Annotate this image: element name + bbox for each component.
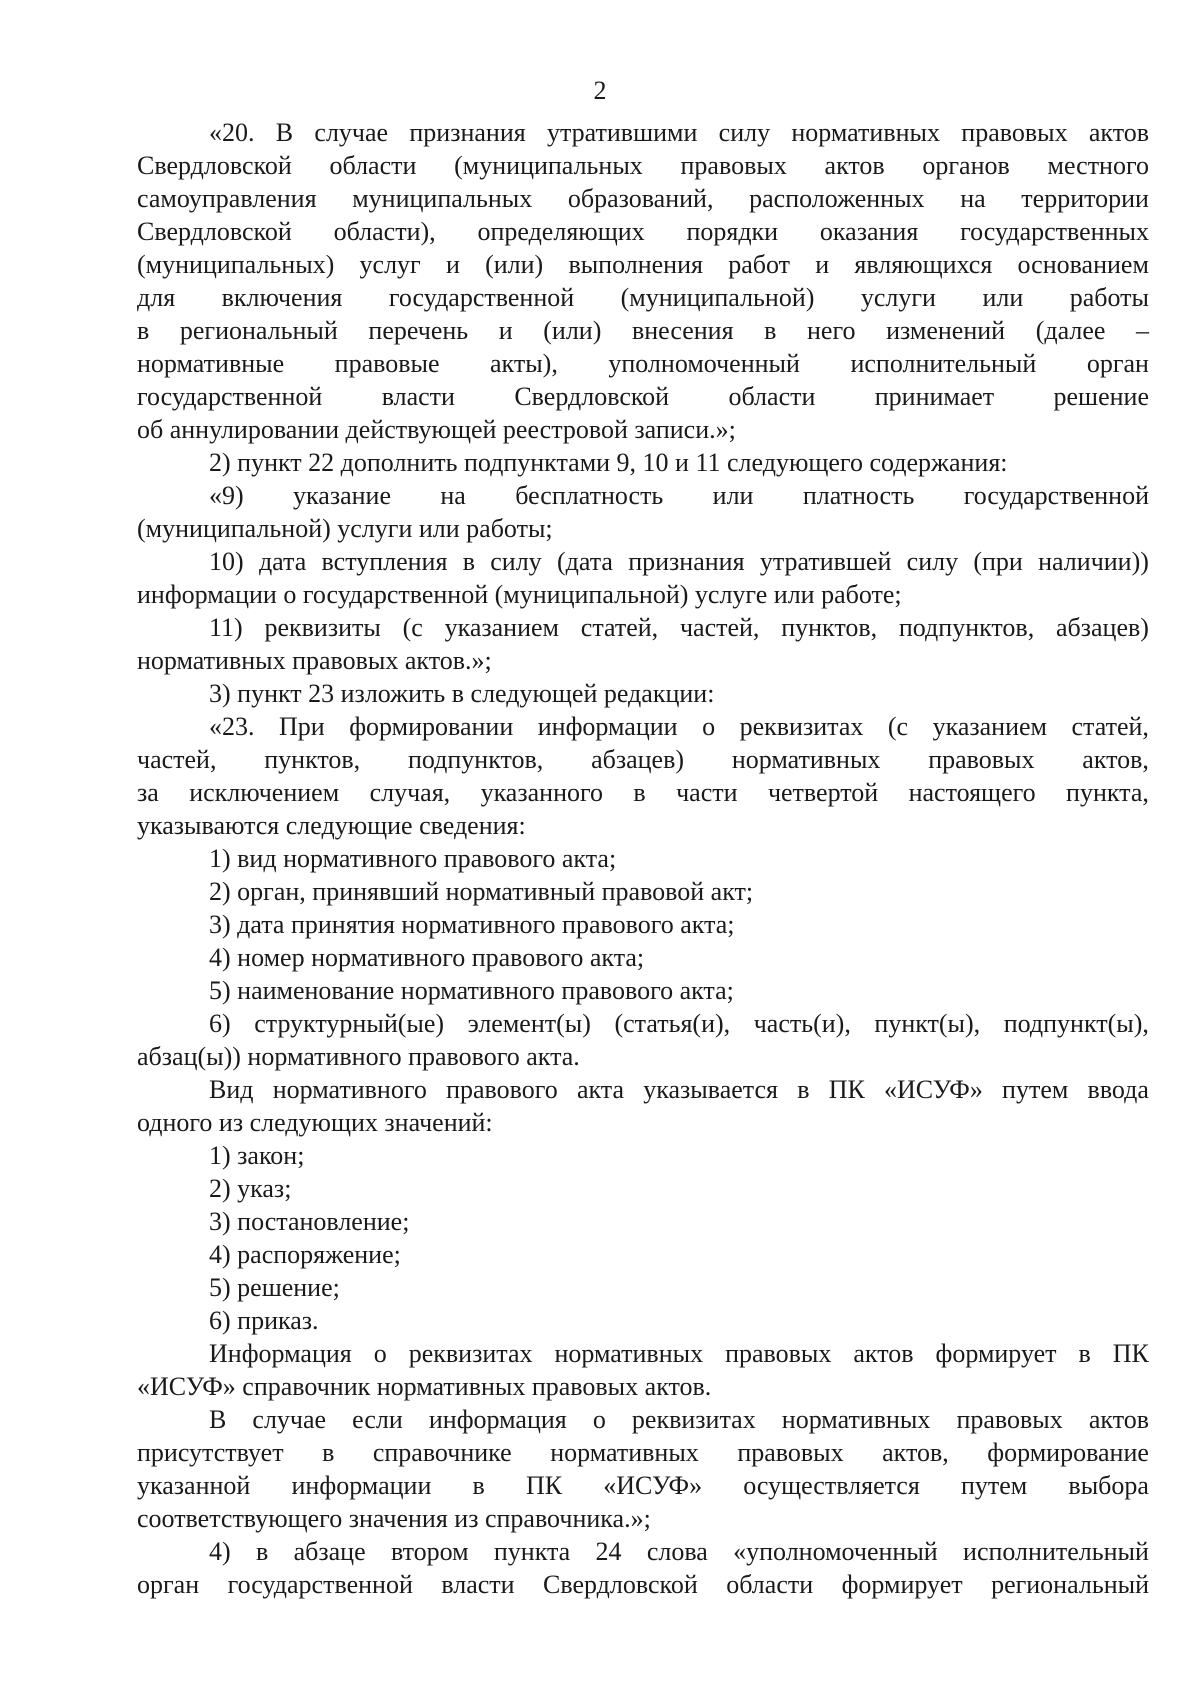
text-line: указанной информации в ПК «ИСУФ» осуществляется путем выбора xyxy=(137,1471,1149,1500)
text-line: нормативных правовых актов.»; xyxy=(137,646,492,675)
text-line: абзац(ы)) нормативного правового акта. xyxy=(137,1042,580,1071)
text-line: «ИСУФ» справочник нормативных правовых актов. xyxy=(137,1372,712,1401)
text-line: 1) вид нормативного правового акта; xyxy=(209,844,617,873)
text-line: государственной власти Свердловской области принимает решение xyxy=(137,382,1149,411)
text-line: 11) реквизиты (с указанием статей, частей, пунктов, подпунктов, абзацев) xyxy=(209,613,1149,642)
text-line: «23. При формировании информации о реквизитах (с указанием статей, xyxy=(209,712,1149,741)
text-line: 4) номер нормативного правового акта; xyxy=(209,943,645,972)
text-line: Свердловской области), определяющих порядки оказания государственных xyxy=(137,217,1149,246)
text-line: 5) наименование нормативного правового акта; xyxy=(209,976,734,1005)
text-line: 6) структурный(ые) элемент(ы) (статья(и), часть(и), пункт(ы), подпункт(ы), xyxy=(209,1009,1149,1038)
text-line: информации о государственной (муниципальной) услуге или работе; xyxy=(137,580,902,609)
text-line: 3) пункт 23 изложить в следующей редакции: xyxy=(209,679,715,708)
text-line: 10) дата вступления в силу (дата признания утратившей силу (при наличии)) xyxy=(209,547,1149,576)
text-line: указываются следующие сведения: xyxy=(137,811,526,840)
page-number: 2 xyxy=(593,76,607,105)
text-line: Вид нормативного правового акта указывается в ПК «ИСУФ» путем ввода xyxy=(209,1075,1149,1104)
text-line: В случае если информация о реквизитах нормативных правовых актов xyxy=(209,1405,1149,1434)
text-line: одного из следующих значений: xyxy=(137,1108,493,1137)
text-line: 5) решение; xyxy=(209,1273,340,1302)
text-line: Свердловской области (муниципальных правовых актов органов местного xyxy=(137,151,1149,180)
text-line: 2) пункт 22 дополнить подпунктами 9, 10 и 11 следующего содержания: xyxy=(209,448,1008,477)
text-line: орган государственной власти Свердловской области формирует региональный xyxy=(137,1570,1149,1599)
text-line: 3) постановление; xyxy=(209,1207,410,1236)
text-line: 6) приказ. xyxy=(209,1306,319,1335)
text-line: присутствует в справочнике нормативных правовых актов, формирование xyxy=(137,1438,1149,1467)
text-line: частей, пунктов, подпунктов, абзацев) нормативных правовых актов, xyxy=(137,745,1149,774)
text-line: для включения государственной (муниципальной) услуги или работы xyxy=(137,283,1149,312)
text-line: 2) орган, принявший нормативный правовой акт; xyxy=(209,877,754,906)
text-line: за исключением случая, указанного в части четвертой настоящего пункта, xyxy=(137,778,1149,807)
text-line: Информация о реквизитах нормативных правовых актов формирует в ПК xyxy=(209,1339,1149,1368)
text-line: 1) закон; xyxy=(209,1141,305,1170)
text-line: об аннулировании действующей реестровой записи.»; xyxy=(137,415,736,444)
text-line: (муниципальных) услуг и (или) выполнения работ и являющихся основанием xyxy=(137,250,1149,279)
text-line: 3) дата принятия нормативного правового акта; xyxy=(209,910,735,939)
text-line: 4) в абзаце втором пункта 24 слова «уполномоченный исполнительный xyxy=(209,1537,1149,1566)
document-body xyxy=(137,116,1149,1601)
text-line: 2) указ; xyxy=(209,1174,292,1203)
text-line: (муниципальной) услуги или работы; xyxy=(137,514,553,543)
text-line: самоуправления муниципальных образований, расположенных на территории xyxy=(137,184,1149,213)
text-line: «9) указание на бесплатность или платность государственной xyxy=(209,481,1149,510)
text-line: «20. В случае признания утратившими силу нормативных правовых актов xyxy=(209,118,1149,147)
text-line: в региональный перечень и (или) внесения в него изменений (далее – xyxy=(137,316,1149,345)
text-line: 4) распоряжение; xyxy=(209,1240,401,1269)
text-line: нормативные правовые акты), уполномоченный исполнительный орган xyxy=(137,349,1149,378)
text-line: соответствующего значения из справочника.»; xyxy=(137,1504,651,1533)
